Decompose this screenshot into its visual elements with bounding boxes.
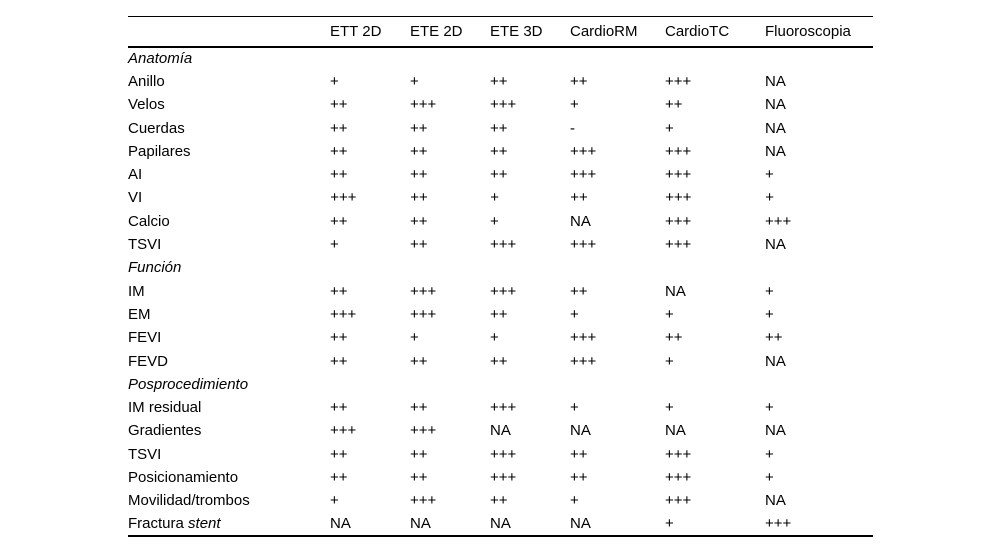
cell-value: ++ (570, 72, 588, 90)
column-header-empty (128, 17, 330, 47)
table-row (128, 466, 873, 489)
table-row (128, 443, 873, 466)
cell-value: +++ (570, 166, 597, 184)
table-row (128, 163, 873, 186)
cell-value: +++ (665, 142, 692, 160)
row-label: Posicionamiento (128, 468, 239, 486)
cell-value: NA (765, 72, 786, 90)
cell-value: + (765, 399, 774, 417)
cell-value: NA (765, 142, 786, 160)
cell-value: + (570, 96, 579, 114)
cell-value: ++ (410, 142, 428, 160)
table-row (128, 140, 873, 163)
cell-value: NA (570, 422, 591, 440)
cell-value: + (570, 492, 579, 510)
table-row (128, 349, 873, 372)
table-row (128, 233, 873, 256)
cell-value: ++ (410, 119, 428, 137)
cell-value: +++ (665, 72, 692, 90)
cell-value: ++ (330, 329, 348, 347)
cell-value: NA (410, 515, 431, 533)
cell-value: + (330, 492, 339, 510)
cell-value: +++ (490, 468, 517, 486)
cell-value: + (330, 236, 339, 254)
cell-value: ++ (330, 142, 348, 160)
cell-value: + (330, 72, 339, 90)
row-label: IM residual (128, 399, 202, 417)
row-label: FEVD (128, 352, 169, 370)
cell-value: ++ (490, 492, 508, 510)
cell-value: ++ (490, 166, 508, 184)
cell-value: + (765, 282, 774, 300)
cell-value: +++ (490, 399, 517, 417)
table-row (128, 93, 873, 116)
cell-value: + (570, 305, 579, 323)
table-row (128, 116, 873, 139)
cell-value: +++ (665, 492, 692, 510)
table-row (128, 326, 873, 349)
table-row (128, 210, 873, 233)
cell-value: +++ (665, 189, 692, 207)
cell-value: +++ (490, 282, 517, 300)
cell-value: + (410, 329, 419, 347)
cell-value: +++ (490, 236, 517, 254)
section-title: Función (128, 259, 182, 277)
row-label: Anillo (128, 72, 165, 90)
cell-value: NA (330, 515, 351, 533)
section-header-row (128, 47, 873, 70)
row-label: TSVI (128, 445, 162, 463)
cell-value: + (765, 445, 774, 463)
section-header-row (128, 373, 873, 396)
cell-value: +++ (665, 468, 692, 486)
column-header-cardiotc: CardioTC (665, 22, 730, 40)
row-label: Fractura stent (128, 515, 221, 533)
cell-value: NA (765, 352, 786, 370)
table-row (128, 396, 873, 419)
cell-value: + (410, 72, 419, 90)
cell-value: +++ (490, 96, 517, 114)
cell-value: ++ (410, 189, 428, 207)
cell-value: NA (490, 515, 511, 533)
cell-value: ++ (410, 399, 428, 417)
cell-value: +++ (570, 329, 597, 347)
section-title: Posprocedimiento (128, 375, 249, 393)
cell-value: +++ (765, 212, 792, 230)
table-row (128, 279, 873, 302)
cell-value: +++ (490, 445, 517, 463)
cell-value: + (665, 119, 674, 137)
column-header-ete-2d: ETE 2D (410, 22, 463, 40)
cell-value: + (570, 399, 579, 417)
header-row (128, 17, 873, 47)
column-header-ete-3d: ETE 3D (490, 22, 543, 40)
cell-value: - (570, 119, 575, 137)
cell-value: + (765, 189, 774, 207)
cell-value: ++ (410, 352, 428, 370)
cell-value: + (665, 399, 674, 417)
cell-value: +++ (330, 422, 357, 440)
cell-value: ++ (570, 282, 588, 300)
cell-value: ++ (330, 212, 348, 230)
cell-value: ++ (330, 399, 348, 417)
cell-value: + (765, 468, 774, 486)
row-label: Gradientes (128, 422, 202, 440)
section-header-row (128, 256, 873, 279)
cell-value: ++ (490, 72, 508, 90)
cell-value: + (490, 212, 499, 230)
row-label: FEVI (128, 329, 162, 347)
cell-value: ++ (330, 166, 348, 184)
row-label: AI (128, 166, 143, 184)
row-label: EM (128, 305, 151, 323)
cell-value: ++ (410, 236, 428, 254)
cell-value: +++ (330, 189, 357, 207)
row-label: Movilidad/trombos (128, 492, 250, 510)
cell-value: + (665, 352, 674, 370)
cell-value: +++ (410, 422, 437, 440)
cell-value: +++ (410, 492, 437, 510)
cell-value: + (665, 305, 674, 323)
column-header-fluoroscopia: Fluoroscopia (765, 22, 851, 40)
table-row (128, 186, 873, 209)
cell-value: ++ (570, 445, 588, 463)
cell-value: NA (765, 119, 786, 137)
cell-value: NA (665, 422, 686, 440)
table-header (128, 17, 873, 47)
cell-value: + (665, 515, 674, 533)
table-row (128, 512, 873, 535)
cell-value: +++ (765, 515, 792, 533)
cell-value: ++ (570, 468, 588, 486)
cell-value: ++ (665, 96, 683, 114)
comparison-table (128, 16, 873, 537)
cell-value: +++ (410, 282, 437, 300)
cell-value: ++ (330, 445, 348, 463)
cell-value: ++ (330, 119, 348, 137)
cell-value: NA (765, 422, 786, 440)
cell-value: ++ (490, 119, 508, 137)
cell-value: +++ (410, 305, 437, 323)
section-title: Anatomía (128, 50, 193, 68)
cell-value: ++ (330, 468, 348, 486)
row-label: TSVI (128, 236, 162, 254)
cell-value: +++ (330, 305, 357, 323)
cell-value: NA (765, 236, 786, 254)
cell-value: +++ (665, 445, 692, 463)
cell-value: NA (765, 492, 786, 510)
cell-value: + (490, 329, 499, 347)
table-row (128, 419, 873, 442)
cell-value: NA (765, 96, 786, 114)
table-row (128, 489, 873, 512)
table-body (128, 47, 873, 536)
table-row (128, 70, 873, 93)
cell-value: ++ (410, 468, 428, 486)
cell-value: +++ (665, 166, 692, 184)
cell-value: ++ (410, 212, 428, 230)
cell-value: +++ (665, 212, 692, 230)
cell-value: ++ (490, 352, 508, 370)
cell-value: +++ (570, 352, 597, 370)
column-header-ett-2d: ETT 2D (330, 22, 382, 40)
row-label: VI (128, 189, 143, 207)
cell-value: +++ (570, 236, 597, 254)
cell-value: NA (665, 282, 686, 300)
cell-value: ++ (330, 96, 348, 114)
cell-value: + (765, 166, 774, 184)
row-label: Velos (128, 96, 165, 114)
cell-value: + (490, 189, 499, 207)
column-header-cardiorm: CardioRM (570, 22, 638, 40)
cell-value: NA (490, 422, 511, 440)
cell-value: ++ (410, 445, 428, 463)
table-container (128, 16, 873, 537)
cell-value: ++ (665, 329, 683, 347)
cell-value: +++ (665, 236, 692, 254)
cell-value: ++ (490, 142, 508, 160)
cell-value: NA (570, 212, 591, 230)
cell-value: ++ (330, 282, 348, 300)
cell-value: ++ (330, 352, 348, 370)
row-label-italic-part: stent (188, 515, 221, 533)
cell-value: + (765, 305, 774, 323)
cell-value: +++ (570, 142, 597, 160)
row-label: IM (128, 282, 145, 300)
row-label: Papilares (128, 142, 191, 160)
row-label: Cuerdas (128, 119, 185, 137)
cell-value: ++ (410, 166, 428, 184)
cell-value: NA (570, 515, 591, 533)
row-label: Calcio (128, 212, 170, 230)
table-row (128, 303, 873, 326)
cell-value: ++ (570, 189, 588, 207)
cell-value: +++ (410, 96, 437, 114)
cell-value: ++ (765, 329, 783, 347)
cell-value: ++ (490, 305, 508, 323)
